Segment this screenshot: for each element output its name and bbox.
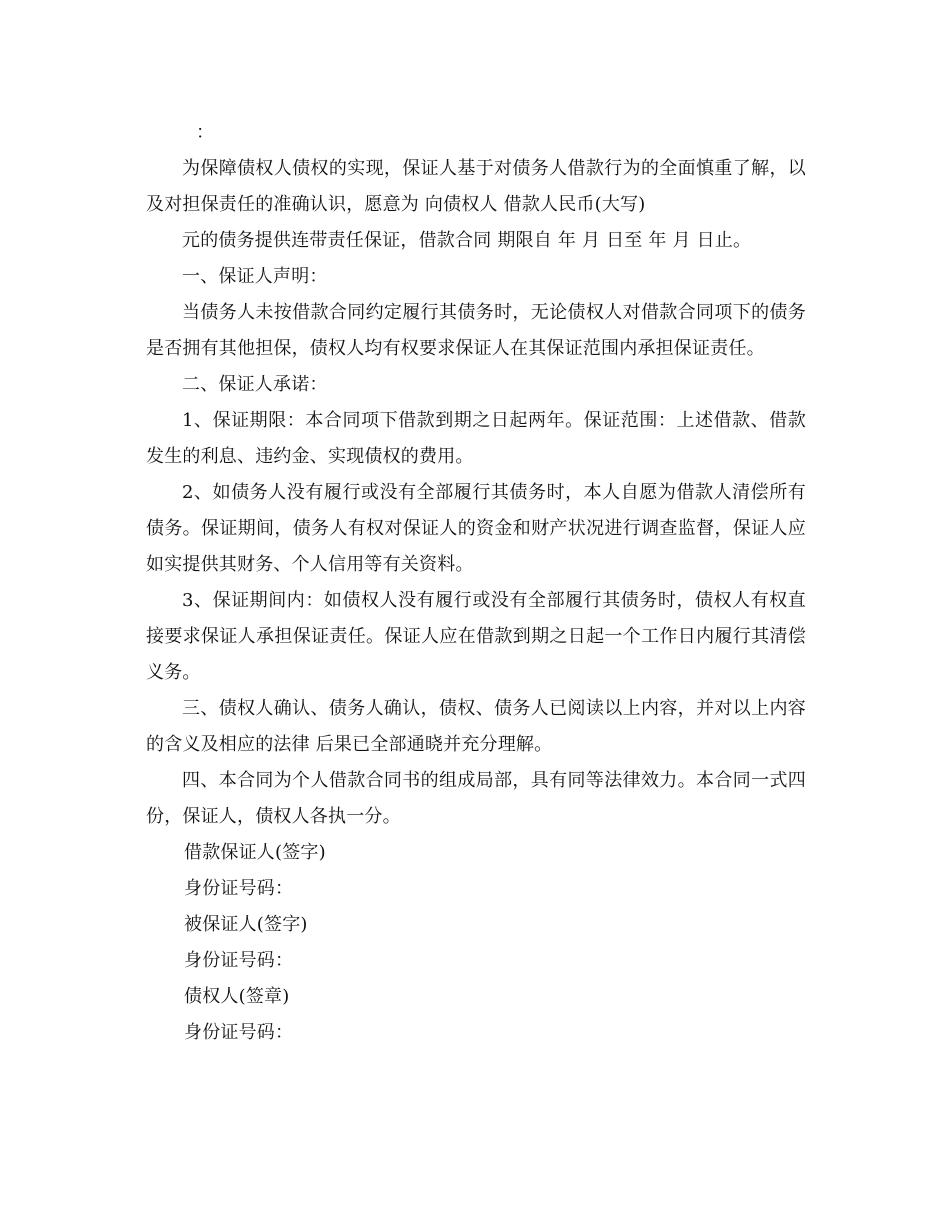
paragraph-debt-term: 元的债务提供连带责任保证，借款合同 期限自 年 月 日至 年 月 日止。: [182, 230, 752, 251]
header-colon: ：: [196, 122, 215, 143]
signature-guaranteed: 被保证人(签字): [184, 914, 308, 935]
paragraph-confirmation: 三、债权人确认、债务人确认，债权、债务人已阅读以上内容，并对以上内容的含义及相应的法律 后果已全部通晓并充分理解。: [146, 698, 806, 755]
paragraph-guarantee-intro: 为保障债权人债权的实现，保证人基于对债务人借款行为的全面慎重了解，以及对担保责任的准确认识，愿意为 向债权人 借款人民币(大写): [146, 158, 806, 215]
signature-guarantor: 借款保证人(签字): [184, 842, 326, 863]
paragraph-commitment-2: 2、如债务人没有履行或没有全部履行其债务时，本人自愿为借款人清偿所有债务。保证期间，债务人有权对保证人的资金和财产状况进行调查监督，保证人应如实提供其财务、个人信用等有关资料。: [146, 482, 806, 575]
document-body: [146, 115, 806, 1051]
id-number-creditor: 身份证号码：: [184, 1022, 294, 1043]
paragraph-commitment-3: 3、保证期间内：如债权人没有履行或没有全部履行其债务时，债权人有权直接要求保证人承担保证责任。保证人应在借款到期之日起一个工作日内履行其清偿义务。: [146, 590, 806, 683]
paragraph-declaration-body: 当债务人未按借款合同约定履行其债务时，无论债权人对借款合同项下的债务是否拥有其他担保，债权人均有权要求保证人在其保证范围内承担保证责任。: [146, 302, 806, 359]
paragraph-commitment-1: 1、保证期限：本合同项下借款到期之日起两年。保证范围：上述借款、借款发生的利息、违约金、实现债权的费用。: [146, 410, 806, 467]
id-number-guarantor: 身份证号码：: [184, 878, 294, 899]
id-number-guaranteed: 身份证号码：: [184, 950, 294, 971]
heading-guarantor-commitment: 二、保证人承诺：: [182, 374, 328, 395]
signature-creditor: 债权人(签章): [184, 986, 290, 1007]
heading-guarantor-declaration: 一、保证人声明：: [182, 266, 328, 287]
paragraph-contract-copies: 四、本合同为个人借款合同书的组成局部，具有同等法律效力。本合同一式四份，保证人，债权人各执一分。: [146, 770, 806, 827]
